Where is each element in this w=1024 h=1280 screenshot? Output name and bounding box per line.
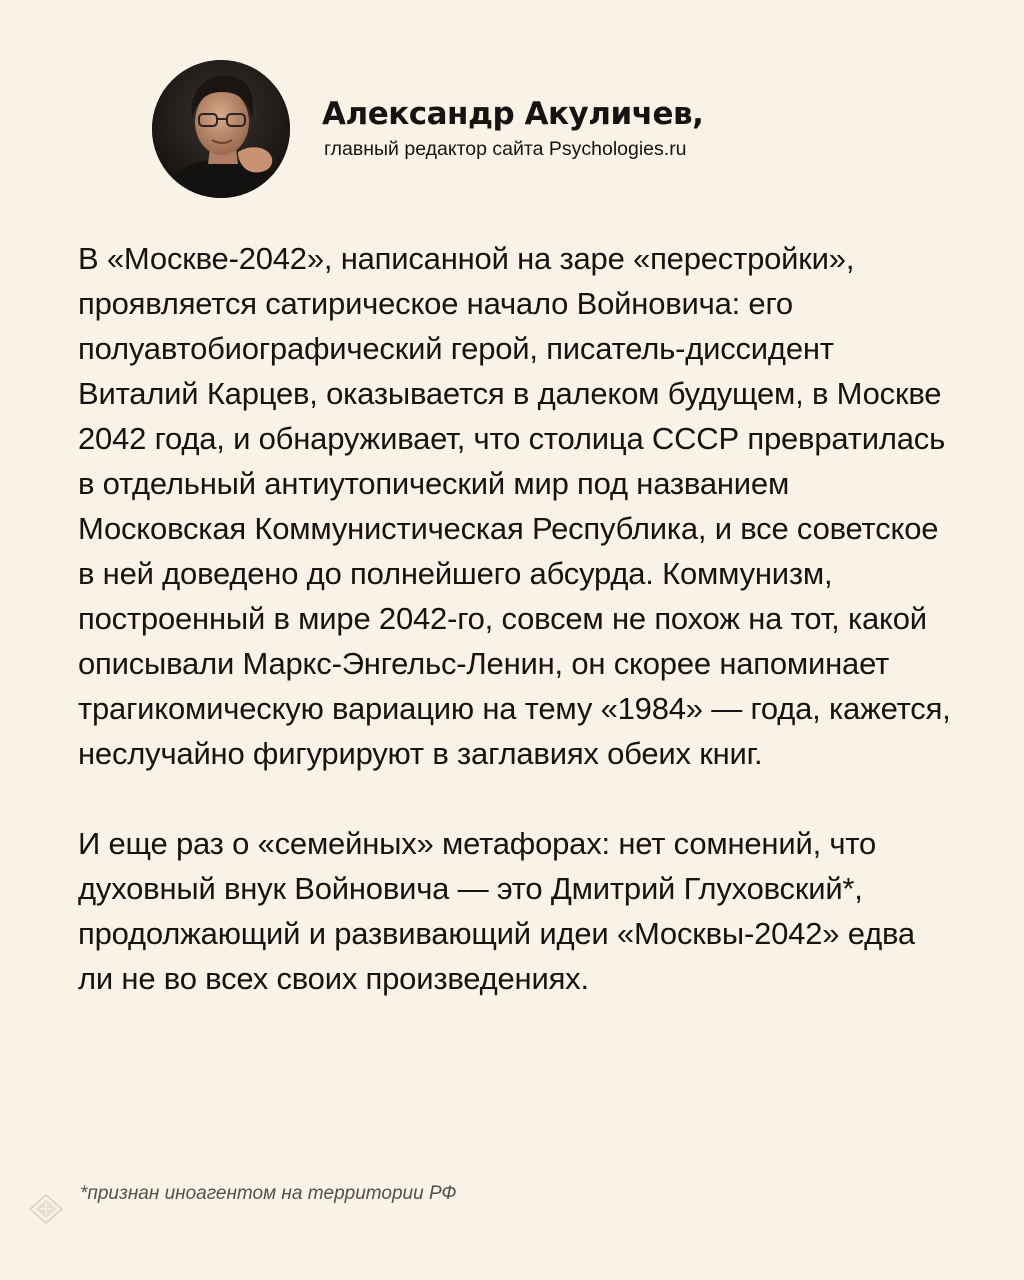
brand-logo-icon <box>28 1193 64 1225</box>
author-avatar <box>152 60 290 198</box>
author-name: Александр Акуличев, <box>322 96 704 132</box>
article-paragraph: И еще раз о «семейных» метафорах: нет сомнений, что духовный внук Войновича — это Дмитрий Глуховский*, продолжающий и развивающий идеи «Москвы-2042» едва ли не во всех своих произведениях. <box>78 826 915 996</box>
author-role: главный редактор сайта Psychologies.ru <box>324 138 687 160</box>
article-body <box>78 236 958 1001</box>
footnote: *признан иноагентом на территории РФ <box>80 1183 457 1204</box>
author-portrait-icon <box>152 60 290 198</box>
article-paragraph: В «Москве-2042», написанной на заре «перестройки», проявляется сатирическое начало Войновича: его полуавтобиографический герой, писатель-диссидент Виталий Карцев, оказывается в далеком будущем, в Москве 2042 года, и обнаруживает, что столица СССР превратилась в отдельный антиутопический мир под названием Московская Коммунистическая Республика, и все советское в ней доведено до полнейшего абсурда. Коммунизм, построенный в мире 2042-го, совсем не похож на тот, какой описывали Маркс-Энгельс-Ленин, он скорее напоминает трагикомическую вариацию на тему «1984» — года, кажется, неслучайно фигурируют в заглавиях обеих книг. <box>78 241 951 771</box>
